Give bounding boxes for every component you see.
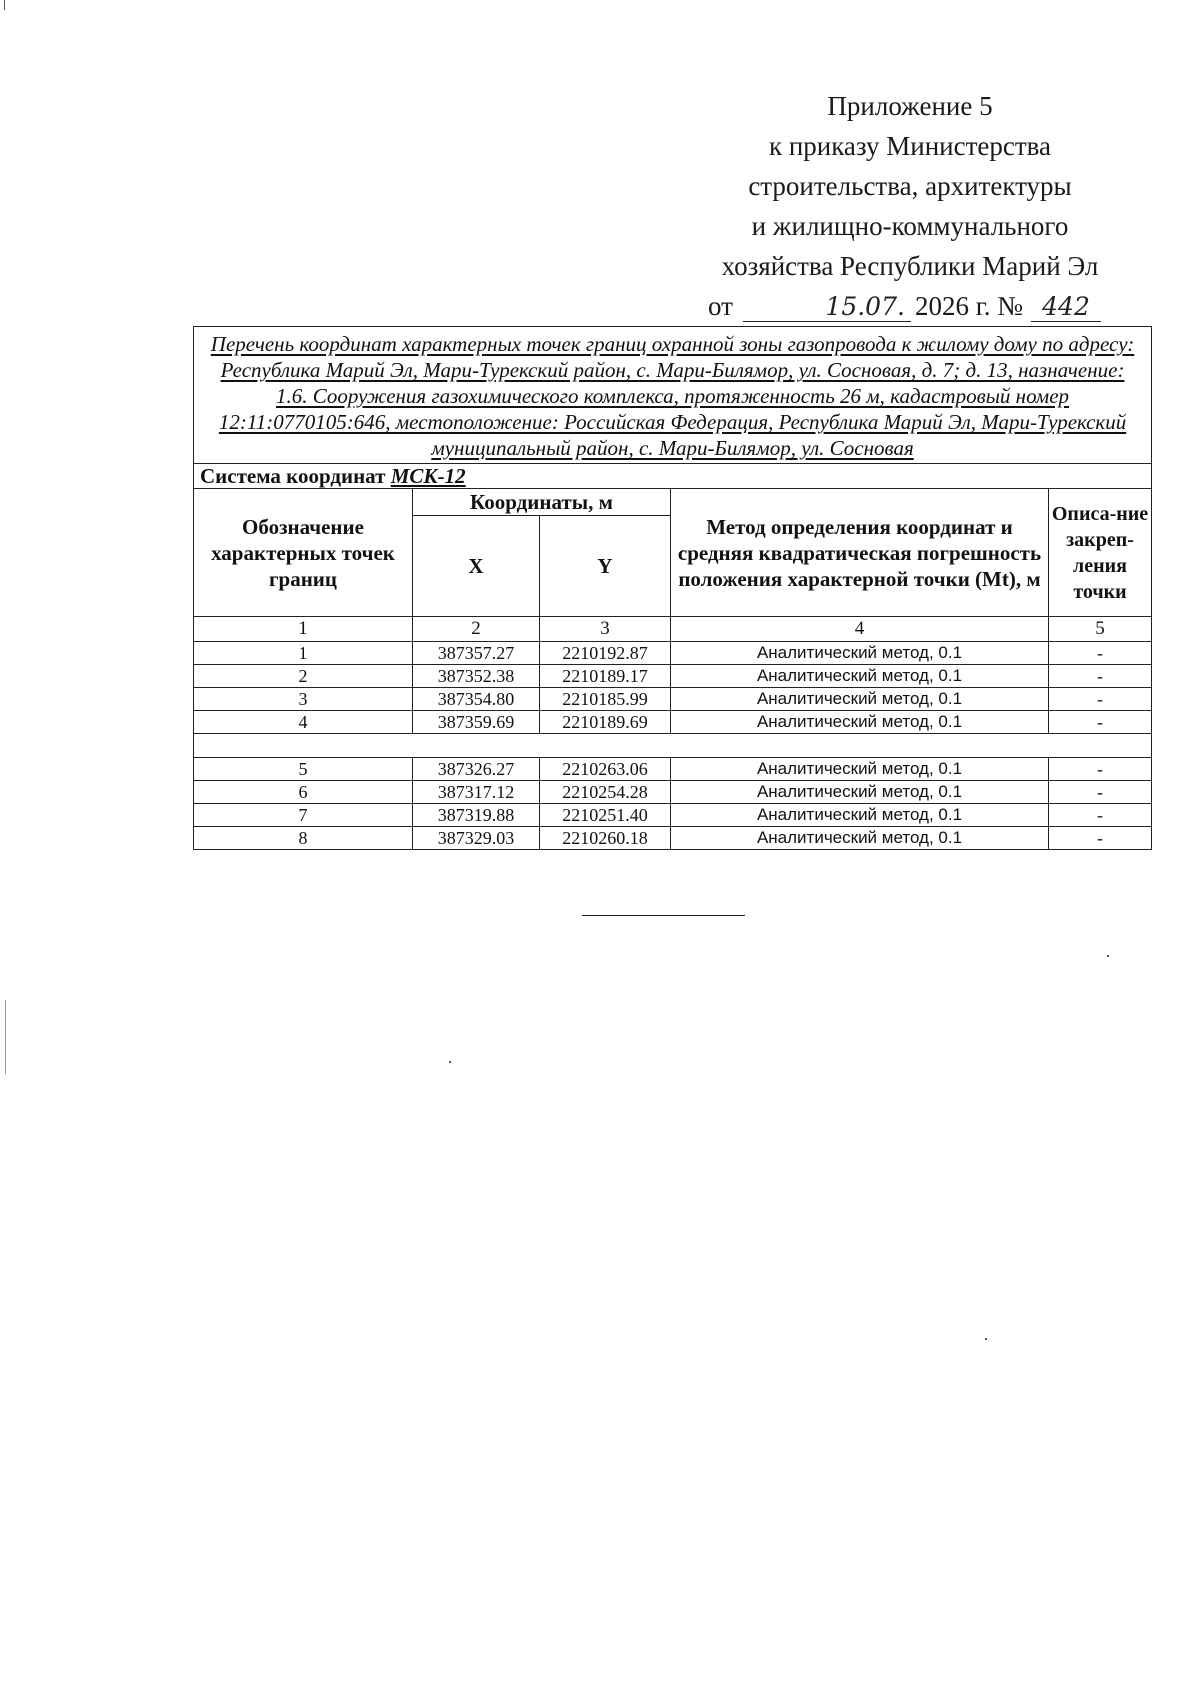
point-id: 3 [194,688,413,711]
point-id: 6 [194,781,413,804]
description-value: - [1049,642,1152,665]
table-row [194,758,1152,781]
y-value: 2210185.99 [540,688,671,711]
y-value: 2210189.17 [540,665,671,688]
date-prefix: от [708,291,733,321]
x-value: 387359.69 [413,711,540,734]
scan-artifact [449,1061,451,1063]
x-value: 387352.38 [413,665,540,688]
coordinate-system-row [194,464,1152,489]
y-value: 2210192.87 [540,642,671,665]
x-value: 387357.27 [413,642,540,665]
description-value: - [1049,781,1152,804]
x-value: 387319.88 [413,804,540,827]
method-value: Аналитический метод, 0.1 [671,781,1049,804]
order-date-line [700,286,1120,326]
point-id: 4 [194,711,413,734]
header-row [194,489,1152,516]
table-row [194,781,1152,804]
y-value: 2210251.40 [540,804,671,827]
point-id: 2 [194,665,413,688]
handwritten-order-number: 442 [1031,293,1101,322]
end-of-document-line [582,915,745,916]
description-value: - [1049,827,1152,850]
header-x: X [413,516,540,617]
y-value: 2210263.06 [540,758,671,781]
header-coordinates: Координаты, м [413,489,671,516]
table-row [194,688,1152,711]
appendix-line: Приложение 5 [827,91,993,121]
header-point: Обозначение характерных точек границ [194,489,413,617]
column-number: 3 [540,617,671,642]
method-value: Аналитический метод, 0.1 [671,665,1049,688]
column-number: 5 [1049,617,1152,642]
scan-artifact [4,0,5,10]
appendix-header [700,86,1120,326]
year-text: 2026 г. № [914,291,1023,321]
table-row [194,804,1152,827]
table-row [194,642,1152,665]
y-value: 2210254.28 [540,781,671,804]
scan-artifact [5,1000,6,1074]
column-number: 2 [413,617,540,642]
header-y: Y [540,516,671,617]
method-value: Аналитический метод, 0.1 [671,804,1049,827]
header-method: Метод определения координат и средняя квадратическая погрешность положения характерной точки (Mt), м [671,489,1049,617]
method-value: Аналитический метод, 0.1 [671,827,1049,850]
description-value: - [1049,665,1152,688]
table-row [194,827,1152,850]
y-value: 2210189.69 [540,711,671,734]
x-value: 387329.03 [413,827,540,850]
x-value: 387326.27 [413,758,540,781]
description-value: - [1049,711,1152,734]
y-value: 2210260.18 [540,827,671,850]
scan-artifact [985,1338,987,1340]
column-number: 1 [194,617,413,642]
method-value: Аналитический метод, 0.1 [671,688,1049,711]
caption-row [194,327,1152,464]
description-value: - [1049,758,1152,781]
column-number-row [194,617,1152,642]
scan-artifact [1107,955,1109,957]
appendix-line: к приказу Министерства [768,131,1052,161]
coordinate-system [194,464,1152,489]
handwritten-date: 15.07. [743,293,911,322]
method-value: Аналитический метод, 0.1 [671,642,1049,665]
x-value: 387354.80 [413,688,540,711]
group-separator-row [194,734,1152,758]
method-value: Аналитический метод, 0.1 [671,711,1049,734]
point-id: 5 [194,758,413,781]
coordinate-system-label: Система координат [200,464,386,488]
description-value: - [1049,804,1152,827]
point-id: 8 [194,827,413,850]
coordinate-system-value: МСК-12 [390,464,466,488]
point-id: 1 [194,642,413,665]
column-number: 4 [671,617,1049,642]
appendix-line: и жилищно-коммунального [751,211,1069,241]
appendix-line: хозяйства Республики Марий Эл [721,251,1099,281]
method-value: Аналитический метод, 0.1 [671,758,1049,781]
header-description: Описа-ние закреп-ления точки [1049,489,1152,617]
group-separator [194,734,1152,758]
x-value: 387317.12 [413,781,540,804]
appendix-line: строительства, архитектуры [748,171,1072,201]
table-caption: Перечень координат характерных точек границ охранной зоны газопровода к жилому дому по адресу: Республика Марий Эл, Мари-Турекский район, с. Мари-Билямор, ул. Сосновая, д. 7; д. 13, назначение: 1.6. Сооружения газохимического комплекса, протяженность 26 м, кадастровый номер 12:11:0770105:646, местоположение: Российская Федерация, Республика Марий Эл, Мари-Турекский муниципальный район, с. Мари-Билямор, ул. Сосновая [194,327,1152,464]
table-row [194,711,1152,734]
description-value: - [1049,688,1152,711]
point-id: 7 [194,804,413,827]
coordinates-table [193,326,1152,850]
table-row [194,665,1152,688]
